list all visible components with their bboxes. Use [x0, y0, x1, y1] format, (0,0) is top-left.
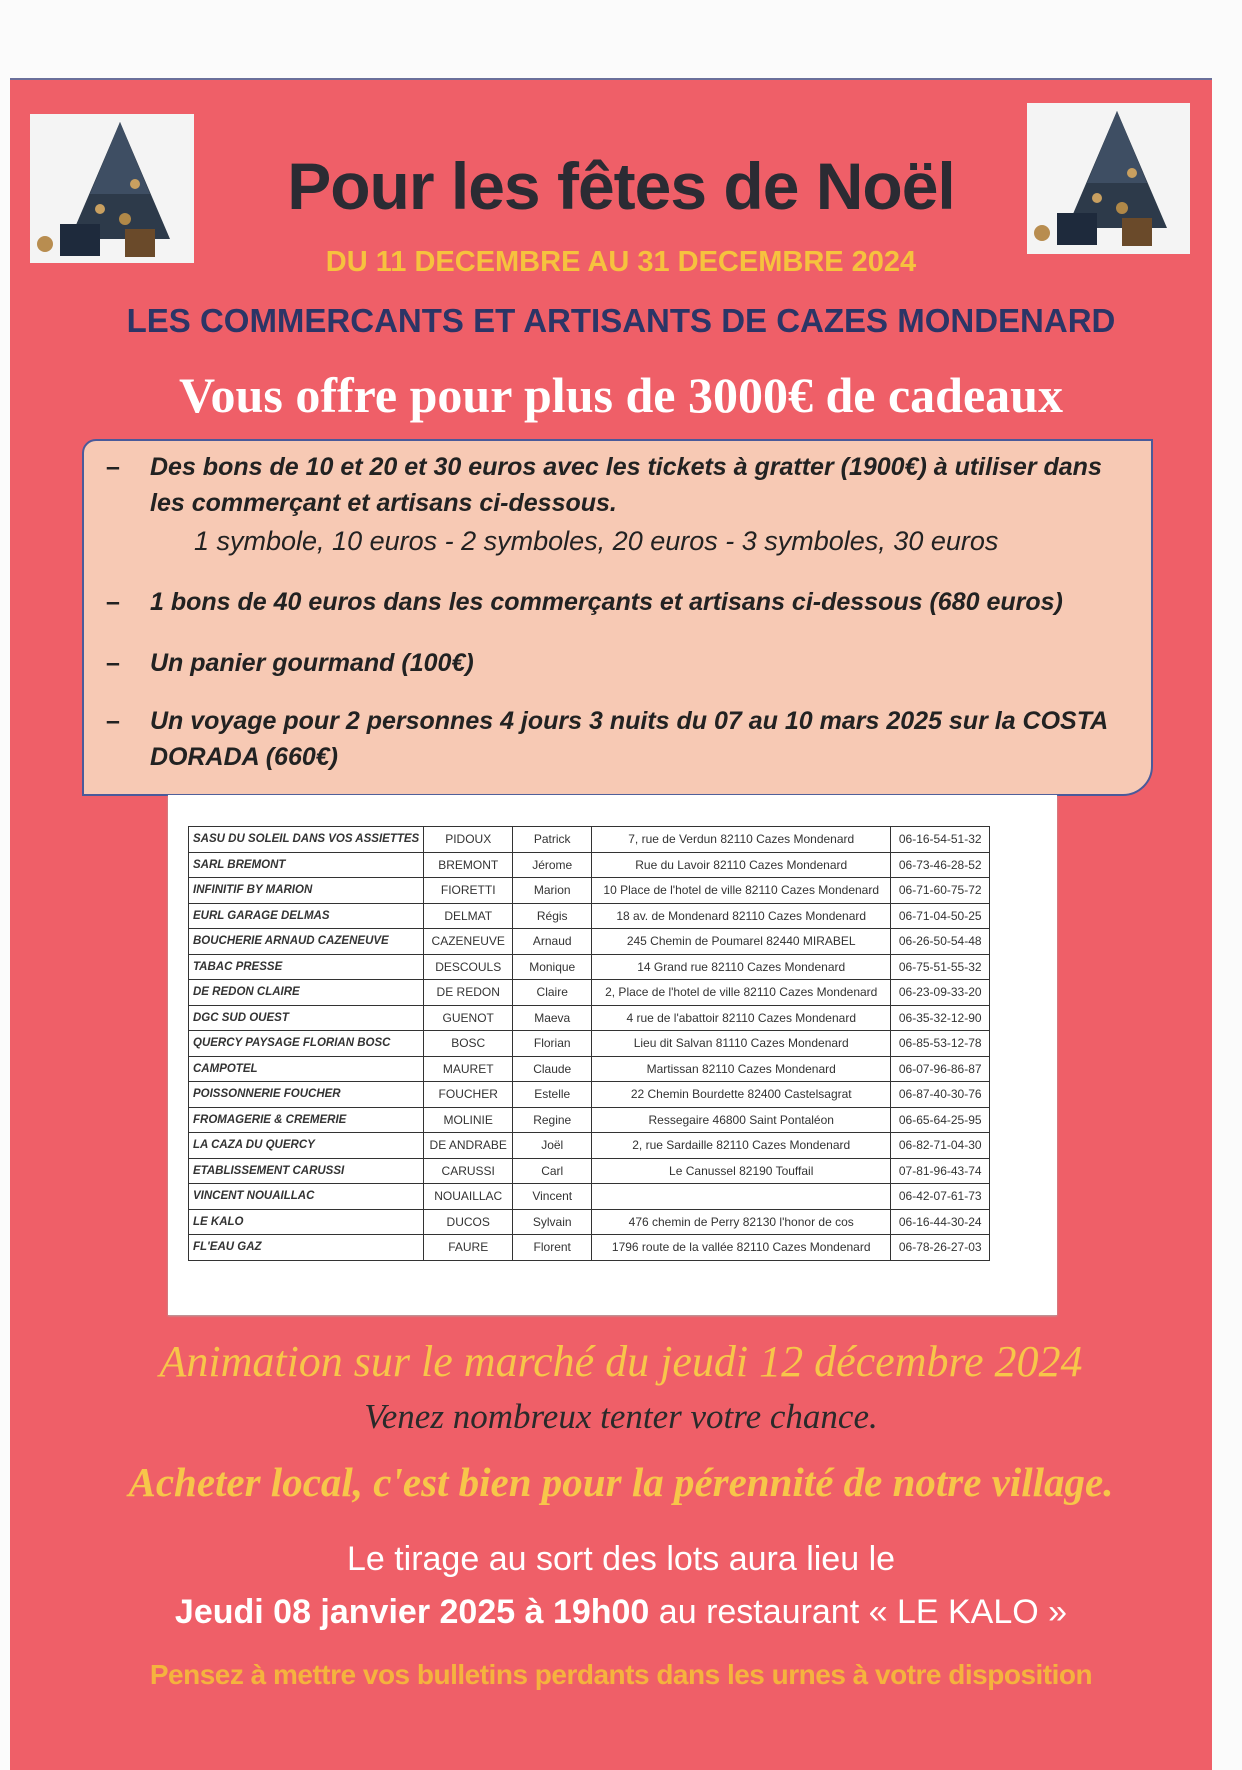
prize-symbols: 1 symbole, 10 euros - 2 symboles, 20 euros - 3 symboles, 30 euros [194, 526, 999, 556]
phone-cell: 06-42-07-61-73 [891, 1184, 990, 1210]
last-name-cell: MOLINIE [424, 1107, 513, 1133]
business-name-cell: SASU DU SOLEIL DANS VOS ASSIETTES [189, 827, 424, 853]
table-row [189, 1107, 990, 1133]
business-name-cell: LA CAZA DU QUERCY [189, 1133, 424, 1159]
first-name-cell: Florian [513, 1031, 592, 1057]
table-row [189, 1082, 990, 1108]
table-row [189, 980, 990, 1006]
prize-item: Des bons de 10 et 20 et 30 euros avec les tickets à gratter (1900€) à utiliser dans les commerçant et artisans ci-dessous. [150, 453, 1102, 517]
phone-cell: 06-26-50-54-48 [891, 929, 990, 955]
first-name-cell: Monique [513, 954, 592, 980]
address-cell: 4 rue de l'abattoir 82110 Cazes Mondenard [592, 1005, 891, 1031]
business-name-cell: LE KALO [189, 1209, 424, 1235]
last-name-cell: PIDOUX [424, 827, 513, 853]
business-name-cell: FL'EAU GAZ [189, 1235, 424, 1261]
phone-cell: 06-82-71-04-30 [891, 1133, 990, 1159]
bullet-dash: – [106, 588, 120, 616]
phone-cell: 06-87-40-30-76 [891, 1082, 990, 1108]
last-name-cell: MAURET [424, 1056, 513, 1082]
first-name-cell: Arnaud [513, 929, 592, 955]
offer-heading: Vous offre pour plus de 3000€ de cadeaux [179, 367, 1063, 423]
address-cell: 245 Chemin de Poumarel 82440 MIRABEL [592, 929, 891, 955]
phone-cell: 06-35-32-12-90 [891, 1005, 990, 1031]
address-cell: 7, rue de Verdun 82110 Cazes Mondenard [592, 827, 891, 853]
last-name-cell: CAZENEUVE [424, 929, 513, 955]
first-name-cell: Régis [513, 903, 592, 929]
last-name-cell: DE REDON [424, 980, 513, 1006]
prize-item: 1 bons de 40 euros dans les commerçants et artisans ci-dessous (680 euros) [150, 588, 1063, 616]
first-name-cell: Estelle [513, 1082, 592, 1108]
phone-cell: 06-71-04-50-25 [891, 903, 990, 929]
business-name-cell: VINCENT NOUAILLAC [189, 1184, 424, 1210]
phone-cell: 06-71-60-75-72 [891, 878, 990, 904]
table-row [189, 1184, 990, 1210]
table-row [189, 954, 990, 980]
table-row [189, 1056, 990, 1082]
prize-item: Un voyage pour 2 personnes 4 jours 3 nuits du 07 au 10 mars 2025 sur la COSTA DORADA (660€) [150, 707, 1109, 771]
address-cell: 14 Grand rue 82110 Cazes Mondenard [592, 954, 891, 980]
address-cell: 476 chemin de Perry 82130 l'honor de cos [592, 1209, 891, 1235]
table-row [189, 929, 990, 955]
address-cell: 22 Chemin Bourdette 82400 Castelsagrat [592, 1082, 891, 1108]
business-name-cell: SARL BREMONT [189, 852, 424, 878]
merchants-table [188, 826, 990, 1261]
first-name-cell: Jérome [513, 852, 592, 878]
phone-cell: 06-85-53-12-78 [891, 1031, 990, 1057]
draw-date [0, 1592, 1242, 1632]
phone-cell: 06-65-64-25-95 [891, 1107, 990, 1133]
animation-announcement: Animation sur le marché du jeudi 12 décembre 2024 [159, 1337, 1083, 1386]
merchants-sheet [168, 795, 1057, 1315]
first-name-cell: Carl [513, 1158, 592, 1184]
address-cell [592, 1184, 891, 1210]
address-cell: Ressegaire 46800 Saint Pontaléon [592, 1107, 891, 1133]
address-cell: Martissan 82110 Cazes Mondenard [592, 1056, 891, 1082]
phone-cell: 07-81-96-43-74 [891, 1158, 990, 1184]
business-name-cell: TABAC PRESSE [189, 954, 424, 980]
address-cell: Le Canussel 82190 Touffail [592, 1158, 891, 1184]
first-name-cell: Sylvain [513, 1209, 592, 1235]
address-cell: 1796 route de la vallée 82110 Cazes Mondenard [592, 1235, 891, 1261]
page-title: Pour les fêtes de Noël [287, 149, 955, 223]
business-name-cell: BOUCHERIE ARNAUD CAZENEUVE [189, 929, 424, 955]
first-name-cell: Maeva [513, 1005, 592, 1031]
last-name-cell: FIORETTI [424, 878, 513, 904]
bullet-dash: – [106, 453, 120, 481]
table-row [189, 1133, 990, 1159]
phone-cell: 06-16-54-51-32 [891, 827, 990, 853]
phone-cell: 06-23-09-33-20 [891, 980, 990, 1006]
last-name-cell: BREMONT [424, 852, 513, 878]
business-name-cell: ETABLISSEMENT CARUSSI [189, 1158, 424, 1184]
merchants-heading: LES COMMERCANTS ET ARTISANTS DE CAZES MONDENARD [126, 302, 1116, 339]
business-name-cell: POISSONNERIE FOUCHER [189, 1082, 424, 1108]
bullet-dash: – [106, 707, 120, 735]
business-name-cell: EURL GARAGE DELMAS [189, 903, 424, 929]
first-name-cell: Claude [513, 1056, 592, 1082]
first-name-cell: Florent [513, 1235, 592, 1261]
business-name-cell: QUERCY PAYSAGE FLORIAN BOSC [189, 1031, 424, 1057]
last-name-cell: DE ANDRABE [424, 1133, 513, 1159]
table-row [189, 1031, 990, 1057]
address-cell: Rue du Lavoir 82110 Cazes Mondenard [592, 852, 891, 878]
address-cell: 2, rue Sardaille 82110 Cazes Mondenard [592, 1133, 891, 1159]
phone-cell: 06-07-96-86-87 [891, 1056, 990, 1082]
table-row [189, 852, 990, 878]
first-name-cell: Regine [513, 1107, 592, 1133]
last-name-cell: CARUSSI [424, 1158, 513, 1184]
table-row [189, 1209, 990, 1235]
last-name-cell: DELMAT [424, 903, 513, 929]
date-range: DU 11 DECEMBRE AU 31 DECEMBRE 2024 [325, 246, 917, 278]
bullet-dash: – [106, 649, 120, 677]
address-cell: 2, Place de l'hotel de ville 82110 Cazes Mondenard [592, 980, 891, 1006]
address-cell: Lieu dit Salvan 81110 Cazes Mondenard [592, 1031, 891, 1057]
prizes-box [82, 439, 1153, 796]
last-name-cell: GUENOT [424, 1005, 513, 1031]
business-name-cell: DE REDON CLAIRE [189, 980, 424, 1006]
draw-venue: au restaurant « LE KALO » [649, 1593, 1068, 1631]
business-name-cell: CAMPOTEL [189, 1056, 424, 1082]
business-name-cell: INFINITIF BY MARION [189, 878, 424, 904]
business-name-cell: DGC SUD OUEST [189, 1005, 424, 1031]
table-row [189, 1235, 990, 1261]
venez-text: Venez nombreux tenter votre chance. [364, 1397, 878, 1436]
first-name-cell: Patrick [513, 827, 592, 853]
table-row [189, 1158, 990, 1184]
phone-cell: 06-75-51-55-32 [891, 954, 990, 980]
phone-cell: 06-78-26-27-03 [891, 1235, 990, 1261]
table-row [189, 878, 990, 904]
address-cell: 18 av. de Mondenard 82110 Cazes Mondenard [592, 903, 891, 929]
first-name-cell: Claire [513, 980, 592, 1006]
reminder-text: Pensez à mettre vos bulletins perdants dans les urnes à votre disposition [149, 1659, 1093, 1690]
draw-info: Le tirage au sort des lots aura lieu le [346, 1540, 896, 1578]
business-name-cell: FROMAGERIE & CREMERIE [189, 1107, 424, 1133]
address-cell: 10 Place de l'hotel de ville 82110 Cazes Mondenard [592, 878, 891, 904]
last-name-cell: NOUAILLAC [424, 1184, 513, 1210]
table-row [189, 827, 990, 853]
first-name-cell: Joël [513, 1133, 592, 1159]
prize-item: Un panier gourmand (100€) [150, 649, 474, 677]
phone-cell: 06-73-46-28-52 [891, 852, 990, 878]
table-row [189, 903, 990, 929]
buy-local-slogan: Acheter local, c'est bien pour la pérennité de notre village. [128, 1459, 1114, 1505]
first-name-cell: Marion [513, 878, 592, 904]
last-name-cell: FOUCHER [424, 1082, 513, 1108]
last-name-cell: FAURE [424, 1235, 513, 1261]
last-name-cell: DESCOULS [424, 954, 513, 980]
draw-datetime: Jeudi 08 janvier 2025 à 19h00 [174, 1593, 650, 1631]
table-row [189, 1005, 990, 1031]
last-name-cell: BOSC [424, 1031, 513, 1057]
first-name-cell: Vincent [513, 1184, 592, 1210]
last-name-cell: DUCOS [424, 1209, 513, 1235]
phone-cell: 06-16-44-30-24 [891, 1209, 990, 1235]
